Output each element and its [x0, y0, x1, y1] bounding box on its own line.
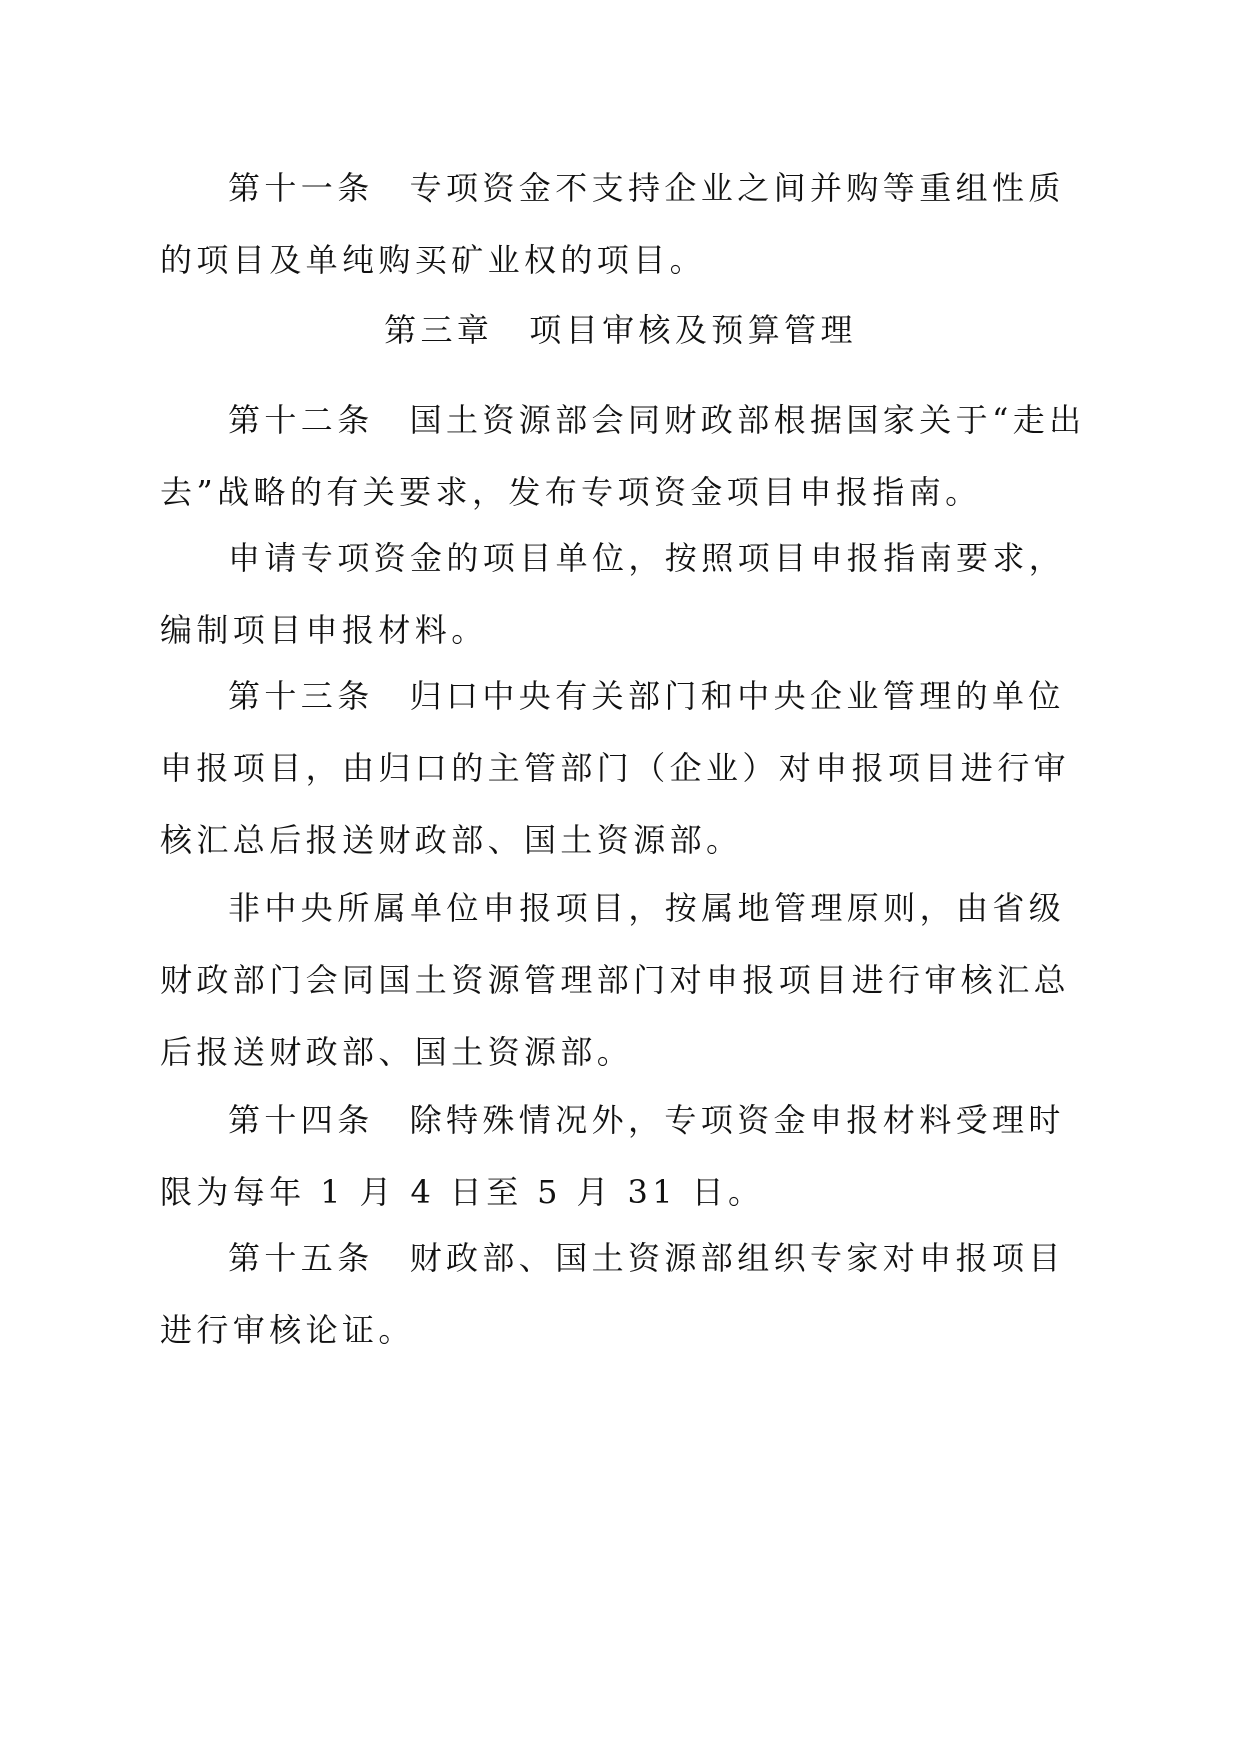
- article-15-label: 第十五条: [228, 1239, 374, 1277]
- article-15: [160, 1222, 1090, 1366]
- article-12-p2-text: 申请专项资金的项目单位，按照项目申报指南要求，编制项目申报材料。: [160, 539, 1066, 649]
- article-11-text: 专项资金不支持企业之间并购等重组性质的项目及单纯购买矿业权的项目。: [160, 169, 1065, 279]
- article-14: [160, 1084, 1090, 1228]
- article-13-label: 第十三条: [228, 677, 374, 715]
- article-13-p2-text: 非中央所属单位申报项目，按属地管理原则，由省级财政部门会同国土资源管理部门对申报项目进行审核汇总后报送财政部、国土资源部。: [160, 889, 1071, 1071]
- chapter-number: 第三章: [384, 311, 494, 349]
- article-13: [160, 660, 1090, 876]
- article-11: [160, 152, 1090, 296]
- article-12: [160, 384, 1090, 528]
- article-14-label: 第十四条: [228, 1101, 374, 1139]
- article-13-text: 归口中央有关部门和中央企业管理的单位申报项目，由归口的主管部门（企业）对申报项目进行审核汇总后报送财政部、国土资源部。: [160, 677, 1071, 859]
- article-13-paragraph-2: [160, 872, 1090, 1088]
- chapter-heading: [0, 294, 1241, 366]
- article-12-paragraph-2: [160, 522, 1090, 666]
- chapter-title: 项目审核及预算管理: [529, 311, 857, 349]
- article-15-text: 财政部、国土资源部组织专家对申报项目进行审核论证。: [160, 1239, 1065, 1349]
- article-12-text: 国土资源部会同财政部根据国家关于“走出去”战略的有关要求，发布专项资金项目申报指南。: [160, 401, 1086, 511]
- article-14-text: 除特殊情况外，专项资金申报材料受理时限为每年 1 月 4 日至 5 月 31 日。: [160, 1101, 1065, 1211]
- article-12-label: 第十二条: [228, 401, 374, 439]
- article-11-label: 第十一条: [228, 169, 374, 207]
